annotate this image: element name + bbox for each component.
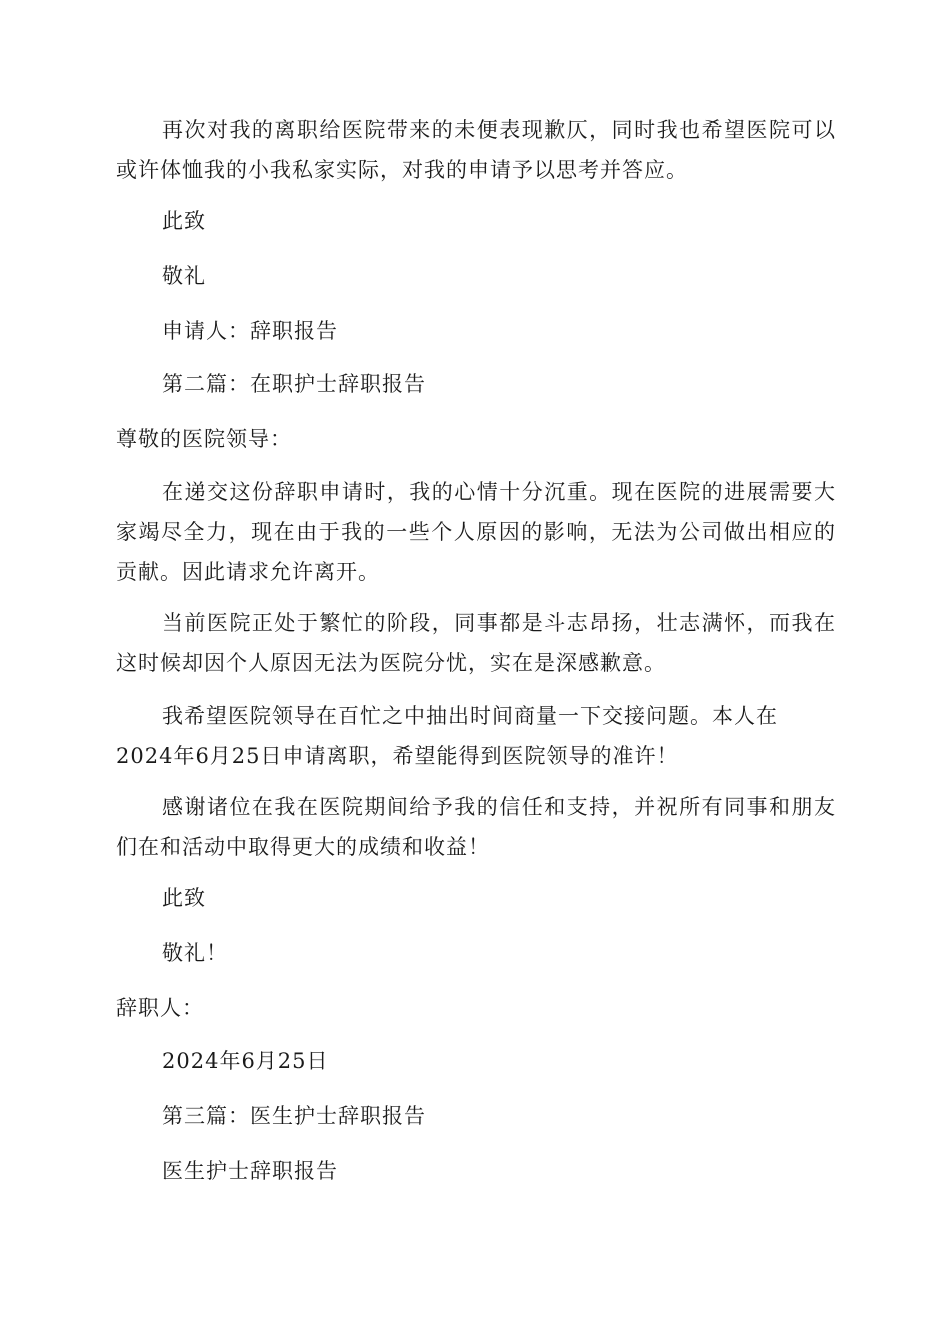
closing-salutation-2: 此致	[162, 886, 206, 910]
signature-date: 2024年6月25日	[162, 1049, 329, 1073]
section-title-3: 医生护士辞职报告	[162, 1159, 338, 1183]
closing-salutation: 此致	[162, 209, 206, 233]
section-heading-2: 第二篇：在职护士辞职报告	[162, 372, 426, 396]
paragraph-thanks: 感谢诸位在我在医院期间给予我的信任和支持，并祝所有同事和朋友们在和活动中取得更大的成绩和收益！	[116, 795, 836, 859]
paragraph-submission: 在递交这份辞职申请时，我的心情十分沉重。现在医院的进展需要大家竭尽全力，现在由于我的一些个人原因的影响，无法为公司做出相应的贡献。因此请求允许离开。	[116, 480, 836, 584]
section-heading-3: 第三篇：医生护士辞职报告	[162, 1104, 426, 1128]
paragraph-busy-period: 当前医院正处于繁忙的阶段，同事都是斗志昂扬，壮志满怀，而我在这时候却因个人原因无法为医院分忧，实在是深感歉意。	[116, 611, 836, 675]
letter-greeting: 尊敬的医院领导：	[116, 427, 292, 451]
closing-regards-2: 敬礼！	[162, 941, 228, 965]
paragraph-apology: 再次对我的离职给医院带来的未便表现歉仄，同时我也希望医院可以或许体恤我的小我私家实际，对我的申请予以思考并答应。	[116, 118, 836, 182]
paragraph-handover: 我希望医院领导在百忙之中抽出时间商量一下交接问题。本人在2024年6月25日申请离职，希望能得到医院领导的准许！	[116, 704, 778, 768]
closing-regards: 敬礼	[162, 264, 206, 288]
applicant-signature: 申请人：辞职报告	[162, 319, 338, 343]
resigner-signature: 辞职人：	[116, 996, 204, 1020]
